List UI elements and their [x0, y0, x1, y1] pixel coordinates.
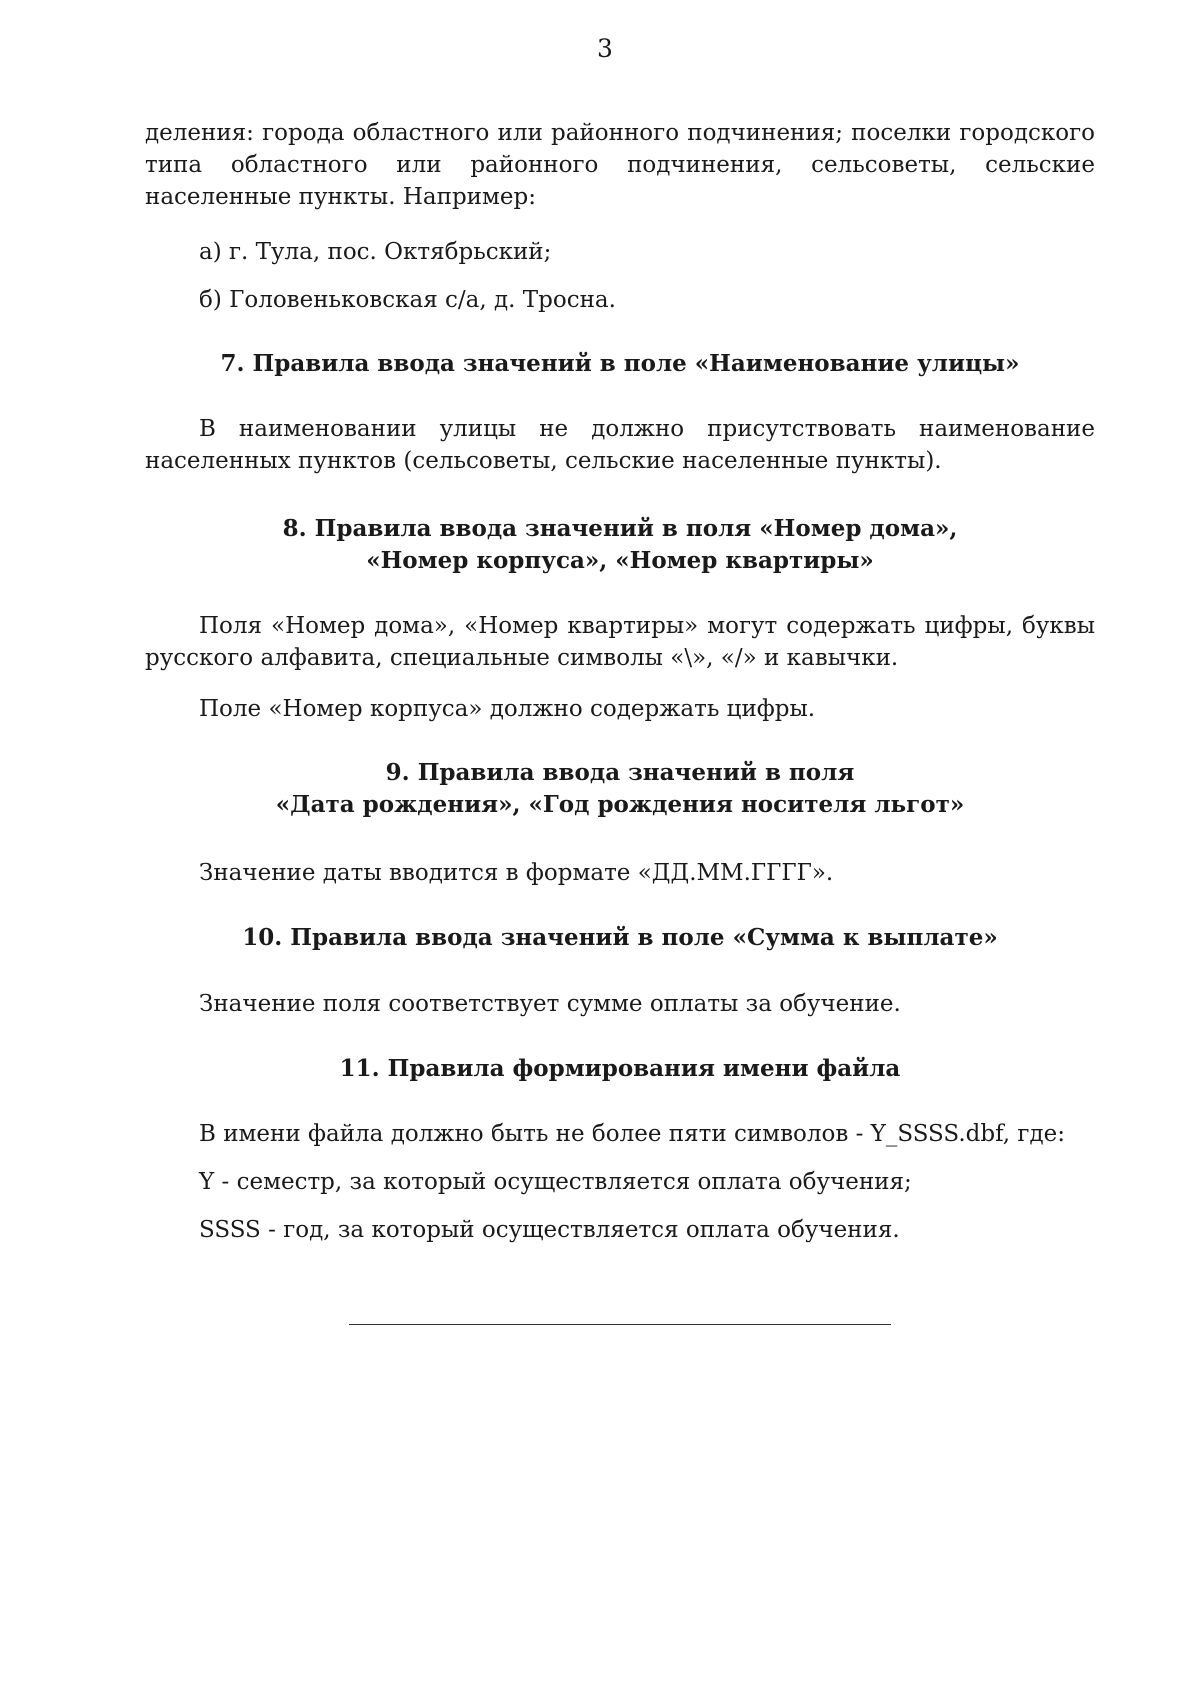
page-number: 3 — [597, 34, 613, 63]
section-9-heading-line-2: «Дата рождения», «Год рождения носителя льгот» — [275, 791, 965, 818]
section-11-heading: 11. Правила формирования имени файла — [339, 1055, 901, 1082]
section-11-line-3: SSSS - год, за который осуществляется оплата обучения. — [199, 1217, 900, 1243]
section-7-heading: 7. Правила ввода значений в поле «Наименование улицы» — [220, 350, 1020, 377]
section-10-heading: 10. Правила ввода значений в поле «Сумма к выплате» — [242, 924, 998, 951]
section-9-paragraph: Значение даты вводится в формате «ДД.ММ.ГГГГ». — [199, 860, 834, 886]
section-8-paragraph-1: Поля «Номер дома», «Номер квартиры» могут содержать цифры, буквы русского алфавита, специальные символы «\», «/» и кавычки. — [145, 613, 1095, 671]
example-item-a: а) г. Тула, пос. Октябрьский; — [199, 239, 552, 265]
section-9-heading — [145, 757, 1095, 821]
section-8-heading — [145, 513, 1095, 577]
section-8-heading-line-1: 8. Правила ввода значений в поля «Номер дома», — [282, 515, 958, 542]
example-item-b: б) Головеньковская с/а, д. Тросна. — [199, 287, 616, 313]
section-8-paragraph-2: Поле «Номер корпуса» должно содержать цифры. — [199, 696, 816, 722]
section-11-line-1: В имени файла должно быть не более пяти символов - Y_SSSS.dbf, где: — [199, 1121, 1065, 1147]
end-of-document-rule — [349, 1324, 891, 1325]
intro-paragraph: деления: города областного или районного подчинения; поселки городского типа областного или районного подчинения, сельсоветы, сельские населенные пункты. Например: — [145, 120, 1095, 210]
section-8-heading-line-2: «Номер корпуса», «Номер квартиры» — [366, 547, 874, 574]
section-11-line-2: Y - семестр, за который осуществляется оплата обучения; — [199, 1169, 912, 1195]
section-9-heading-line-1: 9. Правила ввода значений в поля — [385, 759, 855, 786]
section-7-paragraph: В наименовании улицы не должно присутствовать наименование населенных пунктов (сельсоветы, сельские населенные пункты). — [145, 416, 1095, 474]
section-10-paragraph: Значение поля соответствует сумме оплаты за обучение. — [199, 991, 901, 1017]
